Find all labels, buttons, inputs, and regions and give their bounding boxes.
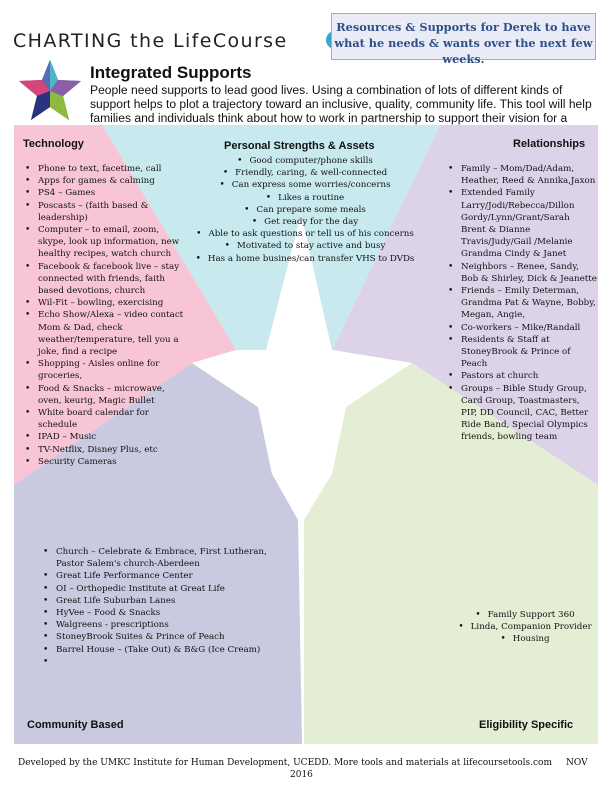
relationship-item: • Pastors at church (447, 370, 597, 382)
community-item: • Barrel House – (Take Out) & B&G (Ice Cream) (42, 644, 282, 656)
community-item: • Church – Celebrate & Embrace, First Lutheran, Pastor Salem's church-Aberdeen (42, 546, 282, 570)
strength-item: • Likes a routine (180, 192, 430, 204)
eligibility-item: • Family Support 360 (450, 609, 600, 621)
technology-title: Technology (23, 138, 84, 150)
relationship-item: • Residents & Staff at StoneyBrook & Prince of Peach (447, 334, 597, 371)
community-item: • OI – Orthopedic Institute at Great Life (42, 583, 282, 595)
relationship-item: • Family – Mom/Dad/Adam, Heather, Reed & Annika,Jaxon (447, 163, 597, 187)
technology-item: • Security Cameras (24, 456, 184, 468)
technology-item: • Echo Show/Alexa – video contact Mom & Dad, check weather/temperature, tell you a joke, find a recipe (24, 309, 184, 358)
community-item: • Great Life Suburban Lanes (42, 595, 282, 607)
callout-box: Resources & Supports for Derek to have what he needs & wants over the next few weeks. (331, 13, 596, 60)
technology-item: • White board calendar for schedule (24, 407, 184, 431)
relationship-item: • Co-workers – Mike/Randall (447, 322, 597, 334)
relationship-item: • Friends – Emily Determan, Grandma Pat & Wayne, Bobby, Megan, Angie, (447, 285, 597, 322)
technology-item: • Computer – to email, zoom, skype, look up information, new healthy recipes, watch church (24, 224, 184, 261)
strength-item: • Motivated to stay active and busy (180, 240, 430, 252)
eligibility-list (450, 609, 600, 646)
relationship-item: • Extended Family Larry/Jodi/Rebecca/Dillon Gordy/Lynn/Grant/Sarah Brent & Dianne Travis/Judy/Gail /Melanie Grandma Cindy & Janet (447, 187, 597, 260)
relationships-list (447, 163, 597, 444)
community-list (42, 546, 282, 656)
strength-item: • Friendly, caring, & well-connected (180, 167, 430, 179)
relationship-item: • Groups – Bible Study Group, Card Group, Toastmasters, PIP, DD Council, CAC, Better Ride Band, Special Olympics friends, bowling team (447, 383, 597, 444)
eligibility-item: • Linda, Companion Provider (450, 621, 600, 633)
technology-item: • Shopping - Aisles online for groceries, (24, 358, 184, 382)
technology-item: • TV-Netflix, Disney Plus, etc (24, 444, 184, 456)
technology-item: • Food & Snacks – microwave, oven, keurig, Magic Bullet (24, 383, 184, 407)
page-title: Integrated Supports (90, 63, 252, 82)
technology-item: • Wil-Fit – bowling, exercising (24, 297, 184, 309)
relationships-title: Relationships (513, 138, 586, 150)
footer-year: 2016 (290, 770, 313, 780)
community-title: Community Based (27, 719, 124, 731)
strength-item: • Get ready for the day (180, 216, 430, 228)
community-item: • StoneyBrook Suites & Prince of Peach (42, 631, 282, 643)
strengths-list (180, 155, 430, 265)
technology-item: • Facebook & facebook live – stay connected with friends, faith based devotions, church (24, 261, 184, 298)
footer-credit: Developed by the UMKC Institute for Human Development, UCEDD. More tools and materials at lifecoursetools.com (18, 758, 553, 768)
technology-item: • IPAD – Music (24, 431, 184, 443)
technology-item: • Phone to text, facetime, call (24, 163, 184, 175)
technology-item: • PS4 – Games (24, 187, 184, 199)
relationship-item: • Neighbors – Renee, Sandy, Bob & Shirley, Dick & Jeanette (447, 261, 597, 285)
strengths-title: Personal Strengths & Assets (224, 140, 375, 152)
intro-text: People need supports to lead good lives. Using a combination of lots of different kinds of support helps to plot a trajectory toward an inclusive, quality, community life. This tool will help families and individuals think about how to work in partnership to support their vision for a (90, 83, 592, 126)
footer-month: NOV (566, 758, 588, 768)
strength-item: • Can express some worries/concerns (180, 179, 430, 191)
community-item: • Great Life Performance Center (42, 570, 282, 582)
strength-item: • Can prepare some meals (180, 204, 430, 216)
technology-item: • Apps for games & calming (24, 175, 184, 187)
eligibility-item: • Housing (450, 633, 600, 645)
community-item: • HyVee – Food & Snacks (42, 607, 282, 619)
technology-item: • Poscasts – (faith based & leadership) (24, 200, 184, 224)
strength-item: • Has a home busines/can transfer VHS to DVDs (180, 253, 430, 265)
technology-list (24, 163, 184, 468)
strength-item: • Good computer/phone skills (180, 155, 430, 167)
strength-item: • Able to ask questions or tell us of his concerns (180, 228, 430, 240)
brand-title: CHARTING the LifeCourse (13, 30, 288, 52)
community-item: • Walgreens - prescriptions (42, 619, 282, 631)
eligibility-title: Eligibility Specific (479, 719, 574, 731)
